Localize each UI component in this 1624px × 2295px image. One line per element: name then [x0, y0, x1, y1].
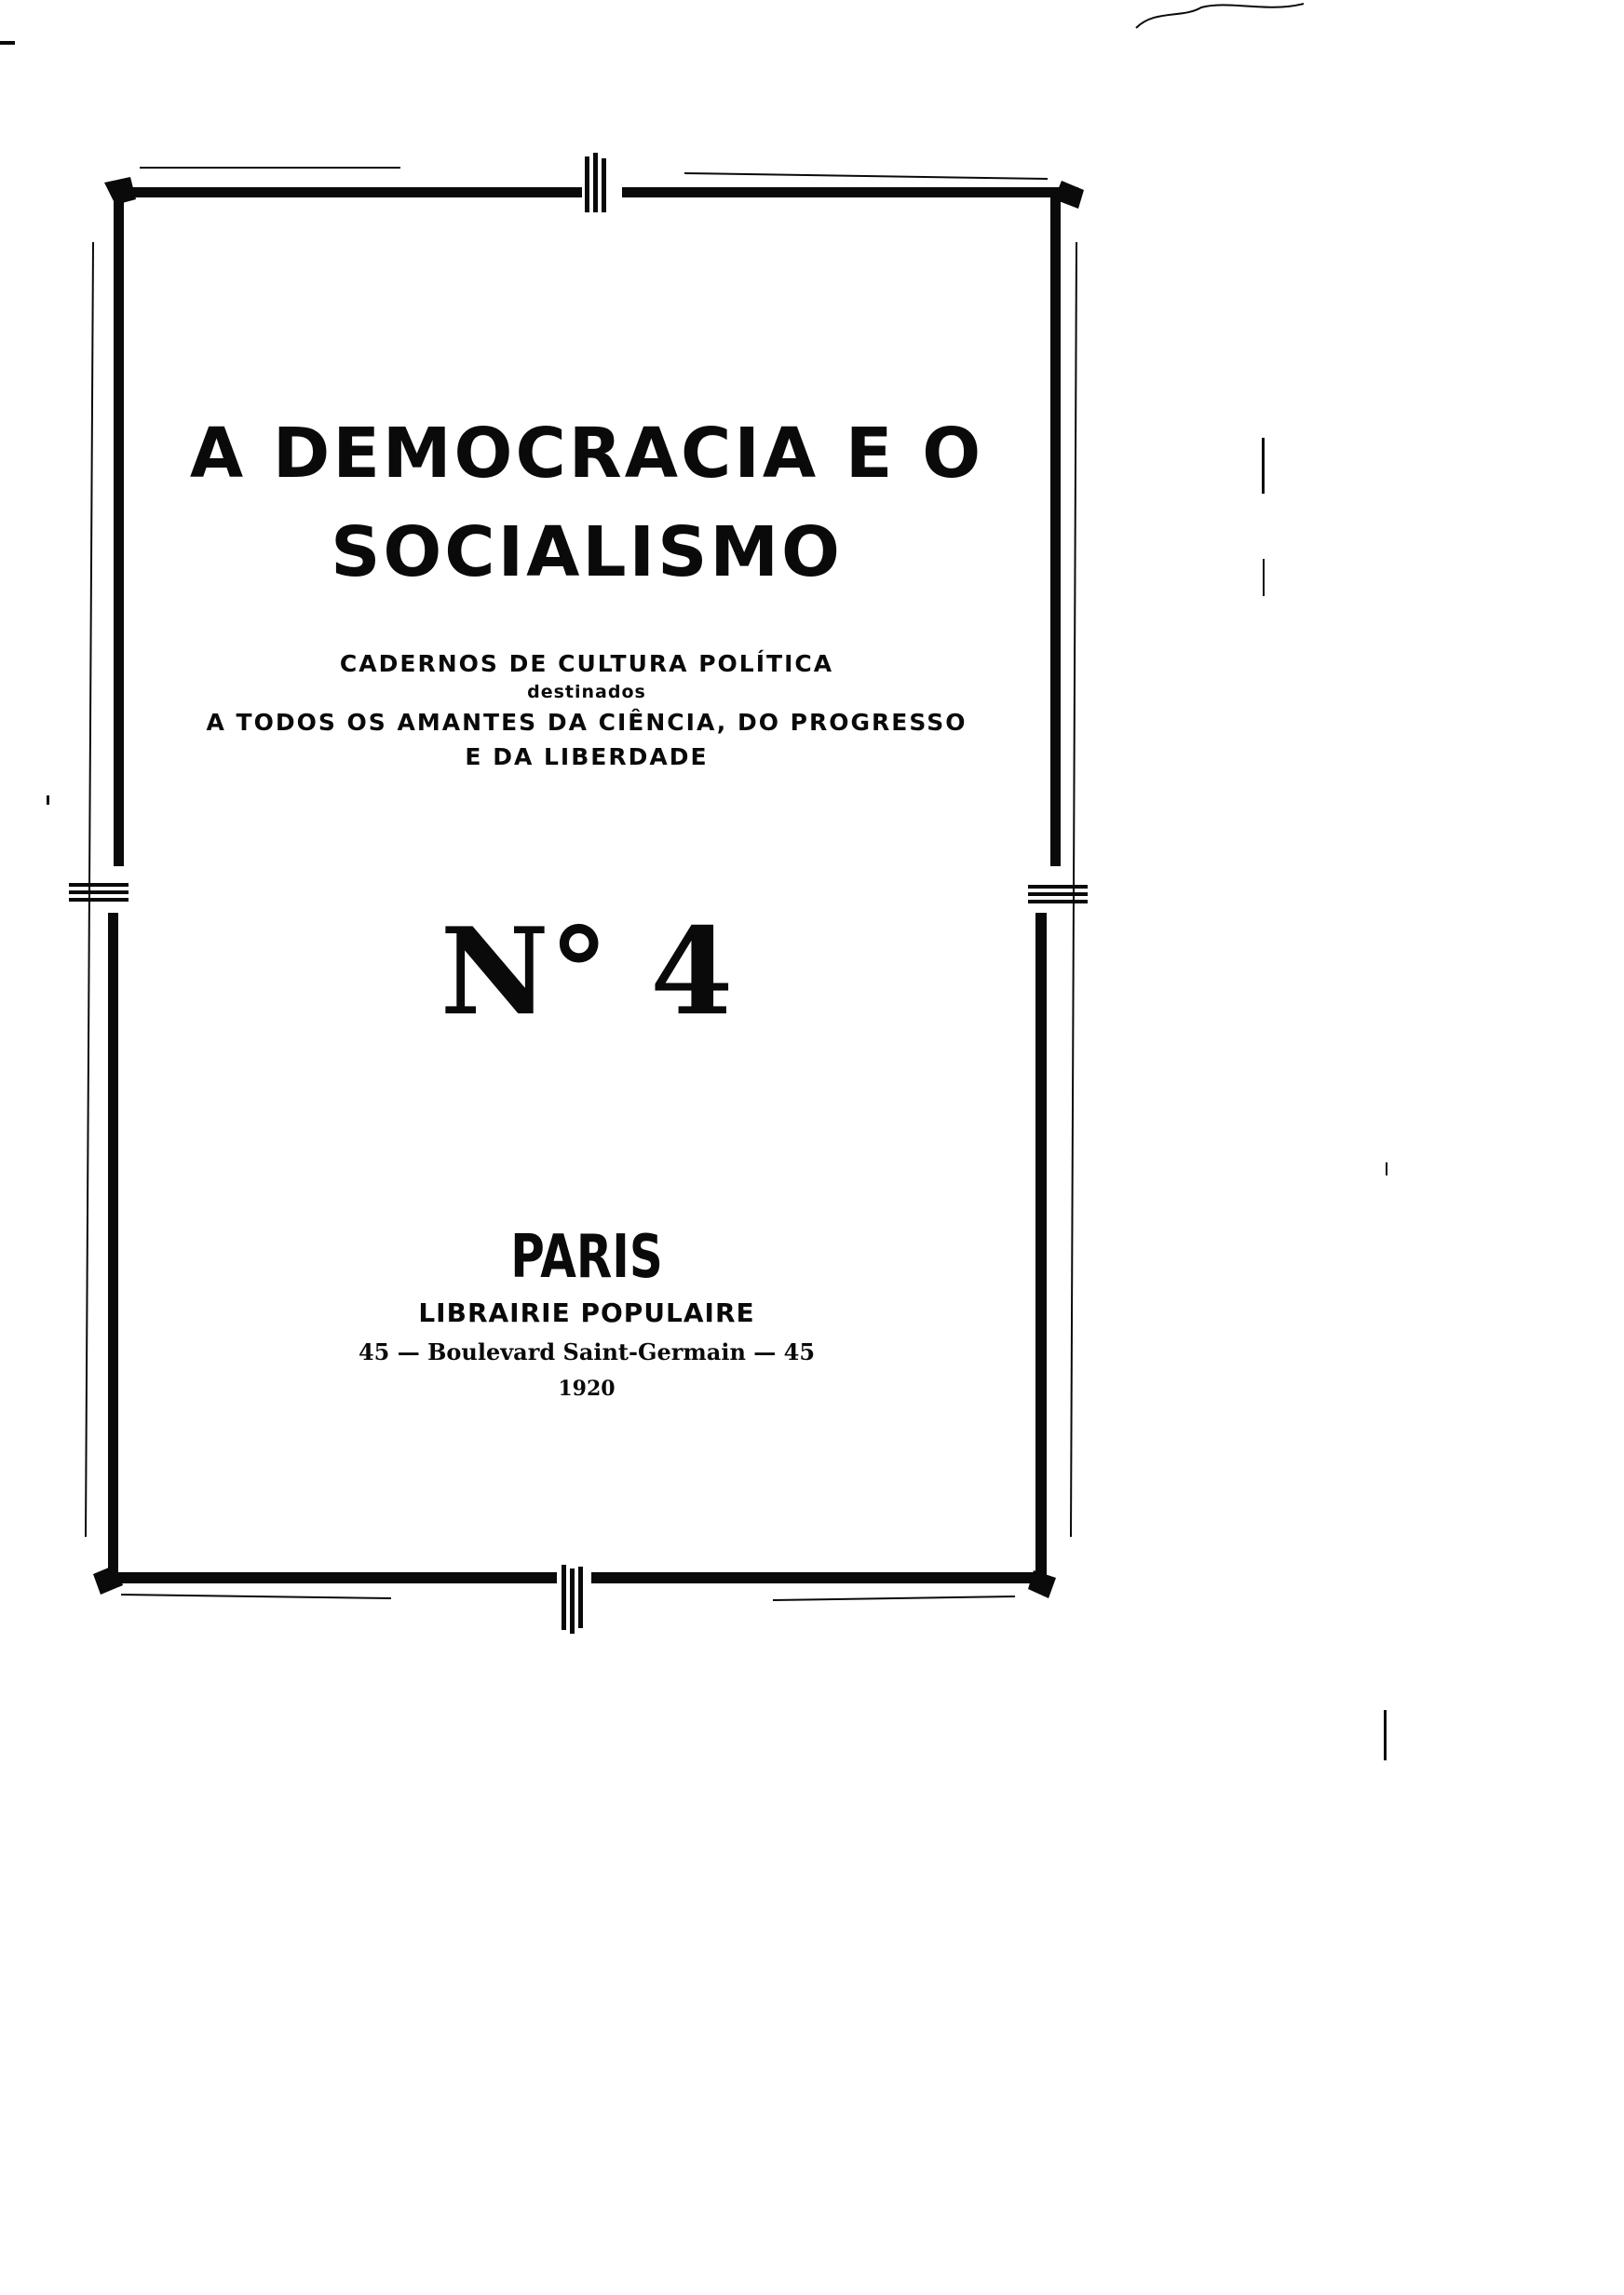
frame-thin-bottom-left — [121, 1595, 391, 1598]
publisher-name: LIBRAIRIE POPULAIRE — [418, 1297, 755, 1328]
bottom-middle-ornament — [562, 1565, 583, 1634]
frame-left-bar-bottom — [108, 913, 118, 1576]
series-line-1: CADERNOS DE CULTURA POLÍTICA — [339, 650, 834, 677]
scan-speck — [0, 41, 15, 45]
right-middle-ornament — [1028, 885, 1088, 903]
city: PARIS — [510, 1223, 663, 1292]
series-line-3: A TODOS OS AMANTES DA CIÊNCIA, DO PROGRESSO — [206, 709, 968, 736]
frame-thin-bottom-right — [773, 1596, 1015, 1600]
publication-year: 1920 — [558, 1377, 616, 1401]
series-line-4: E DA LIBERDADE — [465, 743, 709, 770]
scan-scribble-top-right — [1136, 4, 1304, 28]
title-line-1: A DEMOCRACIA E O — [189, 414, 984, 494]
frame-thin-right — [1071, 242, 1076, 1537]
frame-thin-top-right — [684, 173, 1048, 179]
top-middle-ornament — [585, 153, 606, 212]
frame-top-bar-left — [126, 187, 582, 197]
series-line-2: destinados — [527, 682, 646, 702]
left-middle-ornament — [69, 883, 129, 902]
corner-ornament-top-left — [104, 177, 136, 205]
frame-bottom-bar-right — [591, 1572, 1038, 1583]
frame-bottom-bar-left — [110, 1572, 557, 1583]
title-line-2: SOCIALISMO — [331, 512, 843, 592]
scan-speck — [47, 795, 49, 805]
issue-number: N° 4 — [440, 903, 734, 1042]
corner-ornament-bottom-left — [93, 1565, 123, 1595]
frame-thin-left — [86, 242, 93, 1537]
scan-speck — [1263, 559, 1265, 596]
scan-speck — [1384, 1710, 1387, 1760]
publisher-address: 45 — Boulevard Saint-Germain — 45 — [358, 1338, 816, 1365]
scan-speck — [1386, 1162, 1387, 1175]
scan-speck — [1262, 438, 1265, 494]
frame-top-bar-right — [622, 187, 1078, 197]
